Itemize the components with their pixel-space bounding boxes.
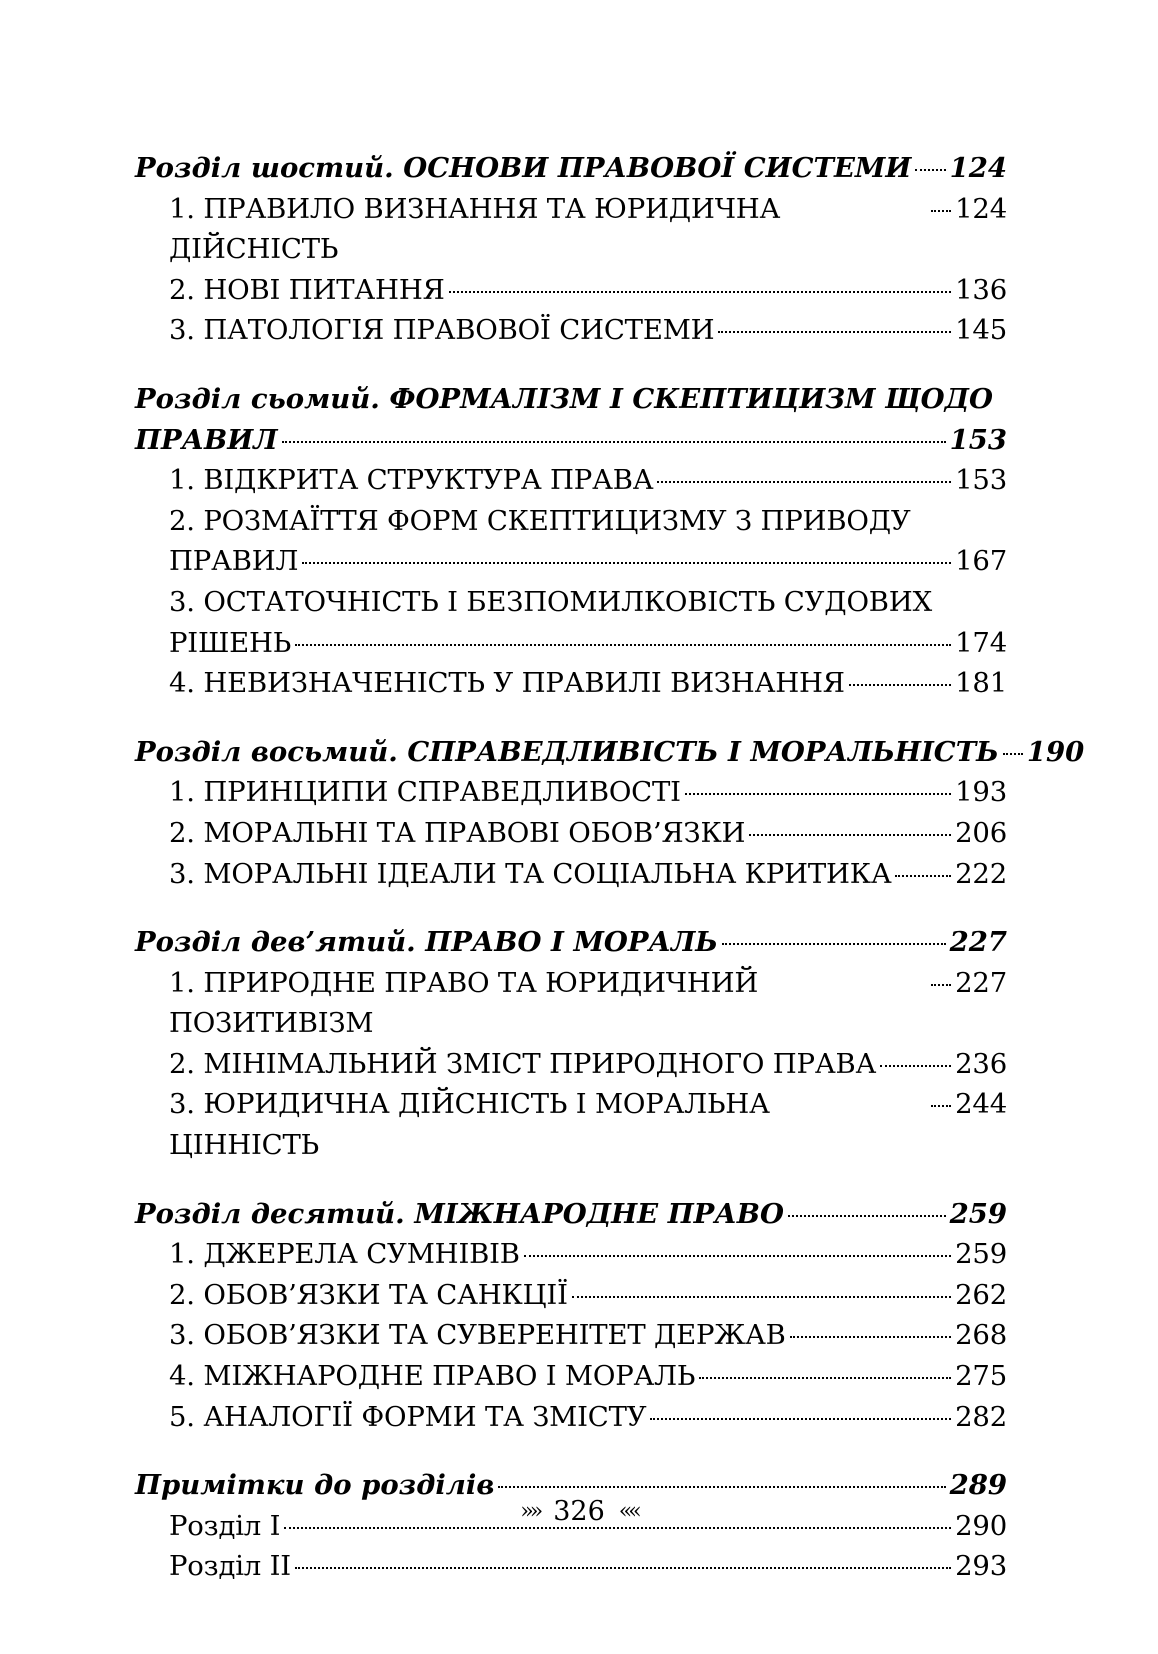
dot-leader bbox=[449, 291, 951, 293]
toc-entry[interactable] bbox=[135, 1084, 1007, 1165]
entry-title: 1. ПРИНЦИПИ СПРАВЕДЛИВОСТІ bbox=[169, 776, 681, 809]
dot-leader bbox=[1003, 753, 1023, 755]
entry-title: 4. МІЖНАРОДНЕ ПРАВО І МОРАЛЬ bbox=[169, 1360, 696, 1393]
dot-leader bbox=[749, 834, 951, 836]
entry-page: 244 bbox=[955, 1088, 1007, 1121]
chapter-8 bbox=[135, 732, 1085, 894]
toc-entry[interactable] bbox=[135, 582, 1007, 663]
toc-entry[interactable] bbox=[135, 772, 1007, 813]
chapter-title: Розділ десятий. МІЖНАРОДНЕ ПРАВО bbox=[135, 1197, 784, 1230]
entry-page: 227 bbox=[955, 966, 1007, 999]
dot-leader bbox=[722, 943, 946, 945]
dot-leader bbox=[790, 1336, 951, 1338]
table-of-contents bbox=[135, 148, 1085, 1587]
entry-page: 193 bbox=[955, 776, 1007, 809]
entry-title: 3. ОБОВ’ЯЗКИ ТА СУВЕРЕНІТЕТ ДЕРЖАВ bbox=[169, 1319, 786, 1352]
entry-title: 5. АНАЛОГІЇ ФОРМИ ТА ЗМІСТУ bbox=[169, 1400, 647, 1433]
dot-leader bbox=[657, 481, 951, 483]
entry-title: Розділ I bbox=[169, 1509, 281, 1542]
ornament-left-icon: »» bbox=[520, 1499, 540, 1524]
toc-entry[interactable] bbox=[135, 813, 1007, 854]
chapter-page: 289 bbox=[949, 1469, 1007, 1502]
toc-entry[interactable] bbox=[135, 963, 1007, 1044]
chapter-heading[interactable] bbox=[135, 148, 1007, 189]
entry-page: 153 bbox=[955, 464, 1007, 497]
dot-leader bbox=[880, 1065, 951, 1067]
chapter-title: Розділ восьмий. СПРАВЕДЛИВІСТЬ І МОРАЛЬНІСТЬ bbox=[135, 735, 999, 768]
entry-title-line1: 2. РОЗМАЇТТЯ ФОРМ СКЕПТИЦИЗМУ З ПРИВОДУ bbox=[169, 504, 911, 537]
entry-page: 268 bbox=[955, 1319, 1007, 1352]
entry-title: 3. МОРАЛЬНІ ІДЕАЛИ ТА СОЦІАЛЬНА КРИТИКА bbox=[169, 857, 892, 890]
chapter-title: Розділ шостий. ОСНОВИ ПРАВОВОЇ СИСТЕМИ bbox=[135, 152, 912, 184]
page-footer bbox=[0, 1496, 1158, 1527]
entry-page: 124 bbox=[955, 192, 1007, 225]
entry-title: 2. ОБОВ’ЯЗКИ ТА САНКЦІЇ bbox=[169, 1278, 568, 1311]
dot-leader bbox=[931, 984, 951, 986]
toc-entry[interactable] bbox=[135, 270, 1007, 311]
chapter-page: 259 bbox=[949, 1197, 1007, 1230]
entry-page: 282 bbox=[955, 1400, 1007, 1433]
chapter-10 bbox=[135, 1194, 1007, 1438]
entry-page: 206 bbox=[955, 816, 1007, 849]
entry-page: 236 bbox=[955, 1047, 1007, 1080]
entry-page: 275 bbox=[955, 1360, 1007, 1393]
dot-leader bbox=[295, 644, 951, 646]
dot-leader bbox=[718, 331, 951, 333]
toc-entry[interactable] bbox=[135, 1546, 1007, 1587]
entry-page: 145 bbox=[955, 314, 1007, 347]
chapter-page: 227 bbox=[949, 926, 1007, 959]
chapter-heading[interactable] bbox=[135, 732, 1085, 773]
entry-title: 3. ПАТОЛОГІЯ ПРАВОВОЇ СИСТЕМИ bbox=[169, 314, 715, 347]
dot-leader bbox=[302, 562, 951, 564]
toc-entry[interactable] bbox=[135, 501, 1007, 582]
entry-title-line1: 3. ОСТАТОЧНІСТЬ І БЕЗПОМИЛКОВІСТЬ СУДОВИХ bbox=[169, 585, 932, 618]
dot-leader bbox=[650, 1418, 951, 1420]
chapter-title: Розділ дев’ятий. ПРАВО І МОРАЛЬ bbox=[135, 926, 718, 959]
entry-title: 1. ПРАВИЛО ВИЗНАННЯ ТА ЮРИДИЧНА ДІЙСНІСТЬ bbox=[169, 192, 781, 266]
toc-entry[interactable] bbox=[135, 189, 1007, 270]
dot-leader bbox=[572, 1296, 951, 1298]
dot-leader bbox=[699, 1377, 951, 1379]
dot-leader bbox=[498, 1486, 945, 1488]
entry-title: 1. ПРИРОДНЕ ПРАВО ТА ЮРИДИЧНИЙ ПОЗИТИВІЗМ bbox=[169, 966, 759, 1040]
toc-entry[interactable] bbox=[135, 1315, 1007, 1356]
entry-title: 1. ДЖЕРЕЛА СУМНІВІВ bbox=[169, 1238, 520, 1271]
entry-title: 4. НЕВИЗНАЧЕНІСТЬ У ПРАВИЛІ ВИЗНАННЯ bbox=[169, 667, 845, 700]
entry-page: 293 bbox=[955, 1550, 1007, 1583]
toc-entry[interactable] bbox=[135, 1044, 1007, 1085]
entry-page: 167 bbox=[955, 545, 1007, 578]
dot-leader bbox=[685, 793, 951, 795]
chapter-9 bbox=[135, 922, 1007, 1166]
toc-entry[interactable] bbox=[135, 310, 1007, 351]
toc-entry[interactable] bbox=[135, 1356, 1007, 1397]
chapter-page: 153 bbox=[949, 423, 1007, 456]
dot-leader bbox=[284, 1527, 951, 1529]
dot-leader bbox=[295, 1567, 951, 1569]
entry-title: 2. МОРАЛЬНІ ТА ПРАВОВІ ОБОВ’ЯЗКИ bbox=[169, 816, 746, 849]
entry-page: 222 bbox=[955, 857, 1007, 890]
chapter-title: Примітки до розділів bbox=[135, 1469, 495, 1502]
dot-leader bbox=[895, 875, 951, 877]
entry-page: 262 bbox=[955, 1278, 1007, 1311]
chapter-heading[interactable] bbox=[135, 922, 1007, 963]
chapter-page: 124 bbox=[949, 152, 1007, 184]
entry-page: 290 bbox=[955, 1509, 1007, 1542]
chapter-title-line1: Розділ сьомий. ФОРМАЛІЗМ І СКЕПТИЦИЗМ ЩОДО bbox=[135, 382, 993, 415]
entry-title: 2. МІНІМАЛЬНИЙ ЗМІСТ ПРИРОДНОГО ПРАВА bbox=[169, 1047, 877, 1080]
dot-leader bbox=[788, 1215, 946, 1217]
chapter-7 bbox=[135, 379, 1007, 704]
entry-title: 3. ЮРИДИЧНА ДІЙСНІСТЬ І МОРАЛЬНА ЦІННІСТЬ bbox=[169, 1088, 770, 1162]
entry-page: 259 bbox=[955, 1238, 1007, 1271]
toc-entry[interactable] bbox=[135, 663, 1007, 704]
page-number: 326 bbox=[553, 1496, 605, 1527]
chapter-page: 190 bbox=[1026, 735, 1085, 768]
chapter-title-line2: ПРАВИЛ bbox=[135, 423, 278, 456]
ornament-right-icon: «« bbox=[618, 1499, 638, 1524]
dot-leader bbox=[915, 169, 945, 171]
toc-entry[interactable] bbox=[135, 1275, 1007, 1316]
chapter-6 bbox=[135, 148, 1007, 351]
toc-entry[interactable] bbox=[135, 854, 1007, 895]
toc-entry[interactable] bbox=[135, 1397, 1007, 1438]
entry-title: 1. ВІДКРИТА СТРУКТУРА ПРАВА bbox=[169, 464, 654, 497]
dot-leader bbox=[849, 684, 951, 686]
toc-entry[interactable] bbox=[135, 460, 1007, 501]
toc-entry[interactable] bbox=[135, 1234, 1007, 1275]
entry-page: 174 bbox=[955, 626, 1007, 659]
dot-leader bbox=[524, 1255, 951, 1257]
entry-title: 2. НОВІ ПИТАННЯ bbox=[169, 273, 445, 306]
entry-page: 136 bbox=[955, 273, 1007, 306]
chapter-heading[interactable] bbox=[135, 379, 1007, 460]
dot-leader bbox=[282, 441, 946, 443]
entry-title-line2: ПРАВИЛ bbox=[169, 545, 299, 578]
entry-page: 181 bbox=[955, 667, 1007, 700]
entry-title-line2: РІШЕНЬ bbox=[169, 626, 292, 659]
dot-leader bbox=[931, 1105, 951, 1107]
chapter-heading[interactable] bbox=[135, 1194, 1007, 1235]
entry-title: Розділ II bbox=[169, 1550, 291, 1583]
dot-leader bbox=[931, 210, 951, 212]
